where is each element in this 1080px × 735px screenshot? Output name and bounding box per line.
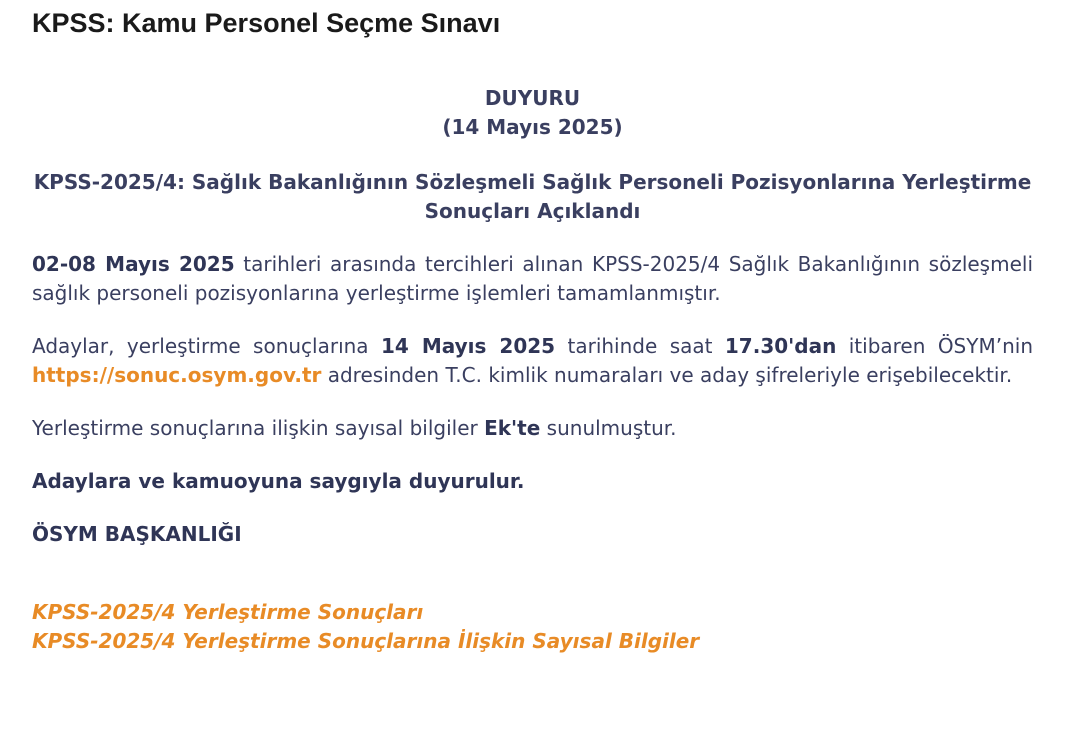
paragraph-text: tarihinde saat — [555, 334, 725, 358]
announcement-headline: KPSS-2025/4: Sağlık Bakanlığının Sözleşmeli Sağlık Personeli Pozisyonlarına Yerleştirme Sonuçları Açıklandı — [33, 170, 1032, 223]
attachment-link-results[interactable]: KPSS-2025/4 Yerleştirme Sonuçları — [32, 600, 424, 624]
announcement-date: (14 Mayıs 2025) — [442, 115, 623, 139]
results-site-link[interactable]: https://sonuc.osym.gov.tr — [32, 363, 322, 387]
announcement-header — [32, 84, 1033, 142]
paragraph-text: Adaylar, yerleştirme sonuçlarına — [32, 334, 381, 358]
paragraph-results-completed — [32, 250, 1033, 308]
signature: ÖSYM BAŞKANLIĞI — [32, 522, 242, 546]
bold-time: 17.30'dan — [724, 334, 837, 358]
announcement-label: DUYURU — [484, 86, 581, 110]
paragraph-text: sunulmuştur. — [540, 416, 677, 440]
attachment-link-statistics[interactable]: KPSS-2025/4 Yerleştirme Sonuçlarına İlişkin Sayısal Bilgiler — [32, 629, 700, 653]
page-title: KPSS: Kamu Personel Seçme Sınavı — [32, 8, 501, 38]
paragraph-stats-info — [32, 414, 1033, 443]
paragraph-access-info — [32, 332, 1033, 390]
closing-statement: Adaylara ve kamuoyuna saygıyla duyurulur. — [32, 469, 525, 493]
bold-date-range: 02-08 Mayıs 2025 — [32, 252, 235, 276]
bold-date: 14 Mayıs 2025 — [380, 334, 556, 358]
announcement-body — [32, 84, 1033, 656]
paragraph-text: Yerleştirme sonuçlarına ilişkin sayısal bilgiler — [32, 416, 485, 440]
attachment-links — [32, 598, 1033, 656]
bold-attachment-ref: Ek'te — [484, 416, 541, 440]
paragraph-text: tarihleri arasında tercihleri alınan KPSS-2025/4 Sağlık Bakanlığının sözleşmeli sağlık personeli pozisyonlarına yerleştirme işlemleri tamamlanmıştır. — [32, 252, 1034, 305]
paragraph-text: itibaren ÖSYM’nin — [836, 334, 1033, 358]
paragraph-text: adresinden T.C. kimlik numaraları ve aday şifreleriyle erişebilecektir. — [321, 363, 1013, 387]
